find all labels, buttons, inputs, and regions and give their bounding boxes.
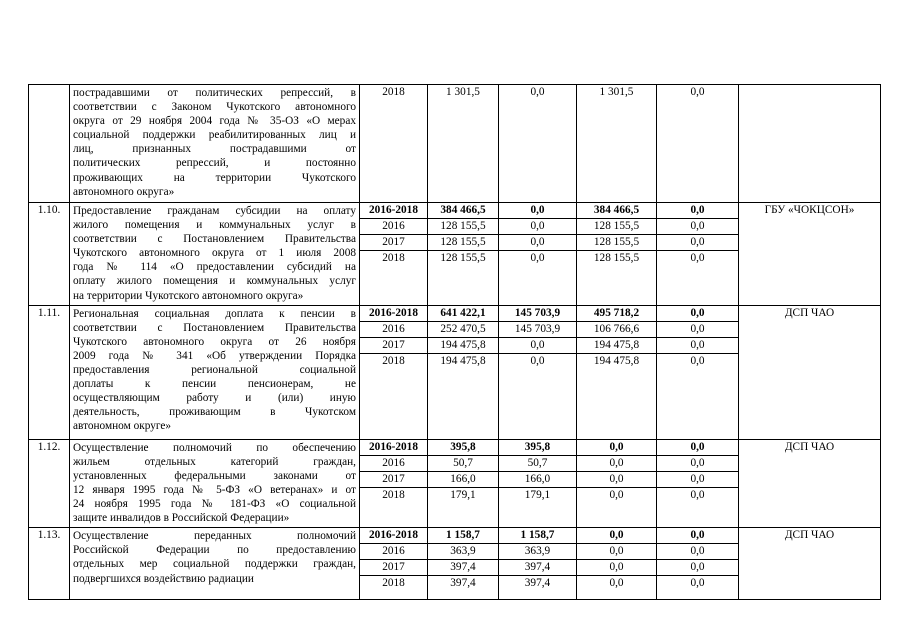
total-cell: 1 301,5 [446, 86, 480, 98]
federal-budget-cell: 0,0 [499, 235, 576, 251]
other-sources-cell: 0,0 [657, 322, 738, 338]
year-cell: 2016 [360, 322, 427, 338]
other-sources-cell: 0,0 [657, 528, 738, 544]
federal-budget-cell: 0,0 [530, 86, 545, 98]
federal-budget-cell: 1 158,7 [499, 528, 576, 544]
table-body [29, 85, 881, 600]
year-cell: 2018 [382, 86, 405, 98]
row-number: 1.10. [29, 203, 70, 306]
other-sources-cell: 0,0 [657, 235, 738, 251]
row-number: 1.12. [29, 439, 70, 528]
description-line: социальной поддержки реабилитированных лиц и [73, 129, 356, 142]
other-sources-column [657, 305, 739, 439]
year-cell: 2016 [360, 544, 427, 560]
regional-budget-cell: 0,0 [577, 544, 656, 560]
total-cell: 128 155,5 [428, 235, 498, 251]
row-number: 1.11. [29, 305, 70, 439]
year-cell: 2018 [382, 488, 405, 501]
description-line: оплату жилого помещения и коммунальных услуг [73, 275, 356, 288]
federal-budget-cell: 363,9 [499, 544, 576, 560]
total-cell: 179,1 [450, 488, 476, 501]
year-cell: 2016-2018 [360, 528, 427, 544]
measure-description [70, 528, 360, 600]
description-line: лиц, признанных пострадавшими от [73, 143, 356, 156]
other-sources-column [657, 439, 739, 528]
year-cell: 2016-2018 [360, 203, 427, 219]
regional-budget-column [577, 305, 657, 439]
federal-budget-cell: 145 703,9 [499, 306, 576, 322]
federal-budget-column [499, 203, 577, 306]
total-cell: 194 475,8 [428, 338, 498, 354]
total-cell: 166,0 [428, 472, 498, 488]
federal-budget-cell: 0,0 [499, 338, 576, 354]
year-cell: 2017 [360, 235, 427, 251]
description-line: года № 114 «О предоставлении субсидий на [73, 261, 356, 274]
federal-budget-cell: 397,4 [524, 577, 551, 590]
total-cell: 384 466,5 [428, 203, 498, 219]
federal-budget-cell: 50,7 [499, 456, 576, 472]
responsible-executor: ДСП ЧАО [739, 305, 881, 439]
description-line: 24 ноября 1995 года № 181-ФЗ «О социальной [73, 498, 356, 511]
regional-budget-cell: 0,0 [577, 472, 656, 488]
description-line: пострадавшими от политических репрессий, в [73, 87, 356, 99]
other-sources-column [657, 85, 739, 203]
other-sources-cell: 0,0 [657, 456, 738, 472]
year-cell: 2018 [382, 252, 405, 264]
federal-budget-cell: 395,8 [499, 440, 576, 456]
table-row [29, 439, 881, 528]
other-sources-cell: 0,0 [657, 306, 738, 322]
description-line: деятельность, проживающим в Чукотском [73, 406, 356, 419]
measure-description [70, 85, 360, 203]
other-sources-cell: 0,0 [657, 560, 738, 576]
total-cell: 397,4 [428, 560, 498, 576]
total-column [428, 85, 499, 203]
description-line: установленных федеральными законами от [73, 469, 356, 482]
responsible-executor: ДСП ЧАО [739, 528, 881, 600]
other-sources-cell: 0,0 [690, 86, 705, 98]
description-line: автономного округа» [73, 185, 175, 198]
federal-budget-cell: 145 703,9 [499, 322, 576, 338]
other-sources-cell: 0,0 [690, 354, 705, 367]
description-line: округа от 29 ноября 2004 года № 35-ОЗ «О мерах [73, 115, 356, 128]
regional-budget-cell: 128 155,5 [577, 235, 656, 251]
other-sources-column [657, 203, 739, 306]
year-column [360, 439, 428, 528]
total-column [428, 305, 499, 439]
year-cell: 2017 [360, 338, 427, 354]
other-sources-cell: 0,0 [657, 203, 738, 219]
federal-budget-column [499, 85, 577, 203]
description-line: политических репрессий, и постоянно [73, 157, 356, 170]
description-line: автономном округе» [73, 420, 172, 433]
regional-budget-cell: 0,0 [609, 577, 624, 590]
description-line: соответствии с Постановлением Правительства [73, 233, 356, 246]
year-column [360, 85, 428, 203]
description-line: Российской Федерации по предоставлению [73, 544, 356, 557]
description-line: соответствии с Постановлением Правительства [73, 321, 356, 334]
description-line: предоставления региональной социальной [73, 364, 356, 377]
regional-budget-column [577, 439, 657, 528]
total-cell: 397,4 [450, 577, 476, 590]
description-line: Региональная социальная доплата к пенсии в [73, 307, 356, 320]
federal-budget-cell: 0,0 [499, 219, 576, 235]
total-cell: 128 155,5 [440, 252, 486, 264]
description-line: осуществляющим работу и (или) иную [73, 392, 356, 405]
federal-budget-column [499, 305, 577, 439]
responsible-executor: ДСП ЧАО [739, 439, 881, 528]
measure-description [70, 305, 360, 439]
description-line: Предоставление гражданам субсидии на оплату [73, 205, 356, 217]
regional-budget-column [577, 528, 657, 600]
regional-budget-cell: 495 718,2 [577, 306, 656, 322]
year-column [360, 203, 428, 306]
row-number: 1.13. [29, 528, 70, 600]
regional-budget-cell: 0,0 [577, 456, 656, 472]
description-line: Осуществление переданных полномочий [73, 530, 356, 543]
description-line: проживающих на территории Чукотского [73, 171, 356, 184]
regional-budget-cell: 1 301,5 [599, 86, 634, 98]
year-cell: 2017 [360, 472, 427, 488]
other-sources-cell: 0,0 [657, 472, 738, 488]
description-line: отдельных мер социальной поддержки граждан, [73, 558, 356, 571]
total-column [428, 203, 499, 306]
description-line: соответствии с Законом Чукотского автономного [73, 101, 356, 114]
program-table [28, 84, 881, 600]
description-line: жилого помещения и коммунальных услуг в [73, 219, 356, 232]
description-line: доплаты к пенсии пенсионерам, не [73, 378, 356, 391]
table-row [29, 528, 881, 600]
federal-budget-cell: 0,0 [530, 252, 545, 264]
measure-description [70, 203, 360, 306]
regional-budget-cell: 0,0 [609, 488, 624, 501]
table-row [29, 203, 881, 306]
regional-budget-cell: 106 766,6 [577, 322, 656, 338]
other-sources-cell: 0,0 [657, 440, 738, 456]
year-cell: 2017 [360, 560, 427, 576]
regional-budget-cell: 194 475,8 [593, 354, 640, 367]
total-cell: 128 155,5 [428, 219, 498, 235]
year-column [360, 305, 428, 439]
other-sources-cell: 0,0 [657, 219, 738, 235]
other-sources-column [657, 528, 739, 600]
total-cell: 252 470,5 [428, 322, 498, 338]
federal-budget-column [499, 528, 577, 600]
row-number [29, 85, 70, 203]
regional-budget-column [577, 203, 657, 306]
year-cell: 2018 [382, 354, 405, 367]
other-sources-cell: 0,0 [657, 338, 738, 354]
year-cell: 2016 [360, 219, 427, 235]
year-cell: 2018 [382, 577, 405, 590]
total-cell: 50,7 [428, 456, 498, 472]
federal-budget-cell: 0,0 [530, 354, 545, 367]
table-row [29, 85, 881, 203]
regional-budget-column [577, 85, 657, 203]
year-cell: 2016-2018 [360, 440, 427, 456]
other-sources-cell: 0,0 [690, 577, 705, 590]
description-line: 12 января 1995 года № 5-ФЗ «О ветеранах» и от [73, 483, 356, 496]
description-line: Чукотского автономного округа от 1 июля 2008 [73, 247, 356, 260]
year-cell: 2016-2018 [360, 306, 427, 322]
description-line: на территории Чукотского автономного округа» [73, 289, 304, 302]
federal-budget-cell: 179,1 [524, 488, 551, 501]
total-cell: 641 422,1 [428, 306, 498, 322]
total-cell: 1 158,7 [428, 528, 498, 544]
year-column [360, 528, 428, 600]
total-cell: 194 475,8 [440, 354, 486, 367]
measure-description [70, 439, 360, 528]
description-line: Чукотского автономного округа от 26 ноября [73, 335, 356, 348]
total-column [428, 439, 499, 528]
federal-budget-cell: 397,4 [499, 560, 576, 576]
description-line: подвергшихся воздействию радиации [73, 572, 254, 585]
description-line: жильем отдельных категорий граждан, [73, 455, 356, 468]
regional-budget-cell: 0,0 [577, 560, 656, 576]
federal-budget-cell: 166,0 [499, 472, 576, 488]
regional-budget-cell: 128 155,5 [593, 252, 640, 264]
other-sources-cell: 0,0 [657, 544, 738, 560]
responsible-executor [739, 85, 881, 203]
other-sources-cell: 0,0 [690, 488, 705, 501]
total-column [428, 528, 499, 600]
description-line: защите инвалидов в Российской Федерации» [73, 512, 290, 525]
regional-budget-cell: 194 475,8 [577, 338, 656, 354]
table-row [29, 305, 881, 439]
total-cell: 395,8 [428, 440, 498, 456]
description-line: 2009 года № 341 «Об утверждении Порядка [73, 349, 356, 362]
year-cell: 2016 [360, 456, 427, 472]
regional-budget-cell: 128 155,5 [577, 219, 656, 235]
description-line: Осуществление полномочий по обеспечению [73, 441, 356, 454]
regional-budget-cell: 0,0 [577, 440, 656, 456]
total-cell: 363,9 [428, 544, 498, 560]
responsible-executor: ГБУ «ЧОКЦСОН» [739, 203, 881, 306]
regional-budget-cell: 384 466,5 [577, 203, 656, 219]
regional-budget-cell: 0,0 [577, 528, 656, 544]
other-sources-cell: 0,0 [690, 252, 705, 264]
federal-budget-cell: 0,0 [499, 203, 576, 219]
federal-budget-column [499, 439, 577, 528]
